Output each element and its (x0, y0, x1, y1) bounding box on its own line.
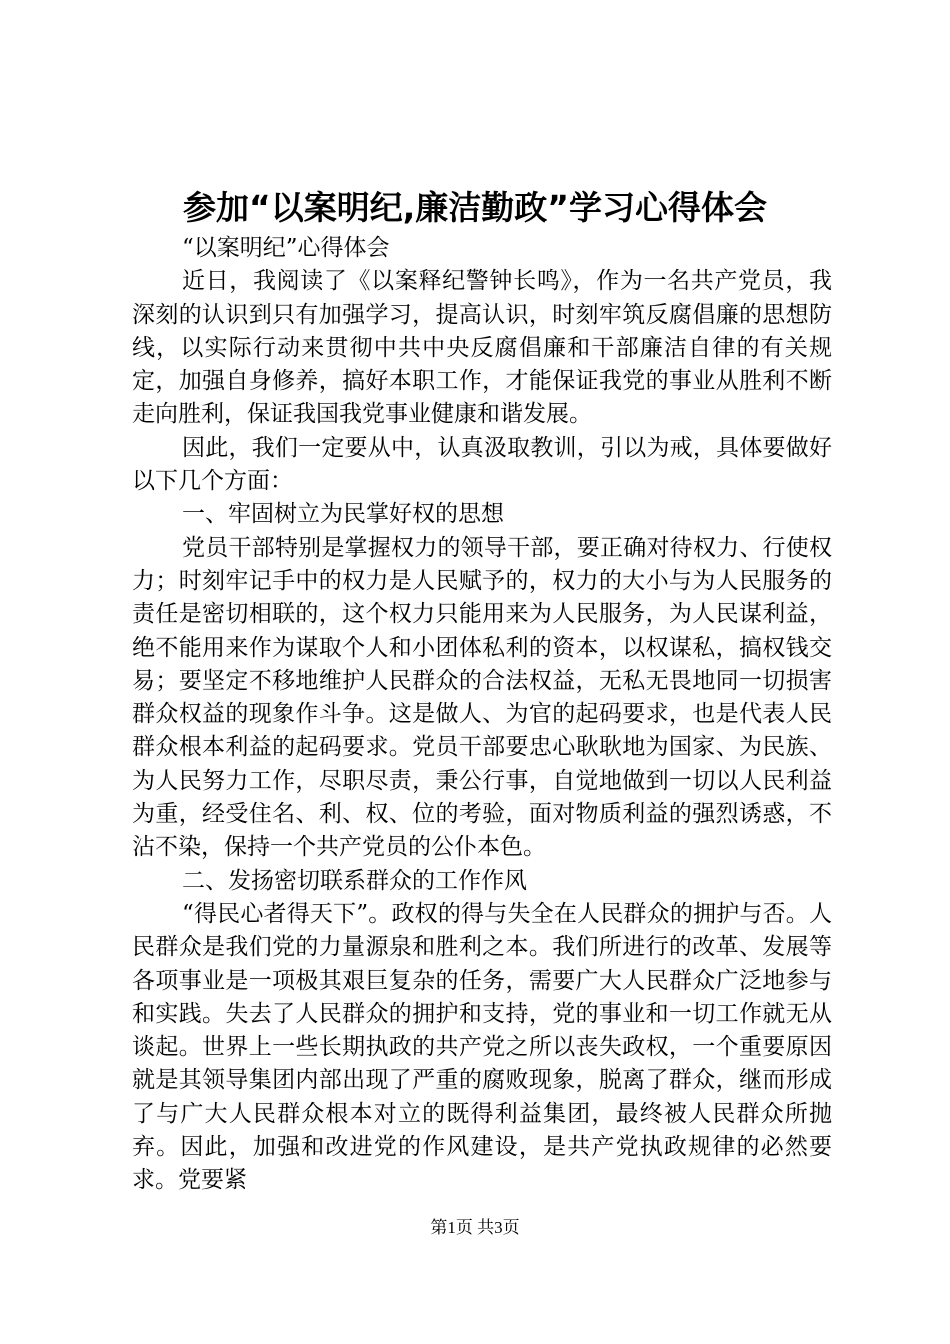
paragraph-intro: 近日，我阅读了《以案释纪警钟长鸣》，作为一名共产党员，我深刻的认识到只有加强学习，提高认识，时刻牢筑反腐倡廉的思想防线，以实际行动来贯彻中共中央反腐倡廉和干部廉洁自律的有关规定，加强自身修养，搞好本职工作，才能保证我党的事业从胜利不断走向胜利，保证我国我党事业健康和谐发展。 (132, 268, 832, 428)
paragraph-transition: 因此，我们一定要从中，认真汲取教训，引以为戒，具体要做好以下几个方面： (132, 434, 832, 495)
document-title: 参加“以案明纪,廉洁勤政”学习心得体会 (183, 188, 767, 227)
document-body (132, 232, 832, 1198)
paragraph-section-2: “得民心者得天下”。政权的得与失全在人民群众的拥护与否。人民群众是我们党的力量源泉和胜利之本。我们所进行的改革、发展等各项事业是一项极其艰巨复杂的任务，需要广大人民群众广泛地参与和实践。失去了人民群众的拥护和支持，党的事业和一切工作就无从谈起。世界上一些长期执政的共产党之所以丧失政权，一个重要原因就是其领导集团内部出现了严重的腐败现象，脱离了群众，继而形成了与广大人民群众根本对立的既得利益集团，最终被人民群众所抛弃。因此，加强和改进党的作风建设，是共产党执政规律的必然要求。党要紧 (132, 900, 832, 1194)
paragraph-section-1: 党员干部特别是掌握权力的领导干部，要正确对待权力、行使权力；时刻牢记手中的权力是人民赋予的，权力的大小与为人民服务的责任是密切相联的，这个权力只能用来为人民服务，为人民谋利益，绝不能用来作为谋取个人和小团体私利的资本，以权谋私，搞权钱交易；要坚定不移地维护人民群众的合法权益，无私无畏地同一切损害群众权益的现象作斗争。这是做人、为官的起码要求，也是代表人民群众根本利益的起码要求。党员干部要忠心耿耿地为国家、为民族、为人民努力工作，尽职尽责，秉公行事，自觉地做到一切以人民利益为重，经受住名、利、权、位的考验，面对物质利益的强烈诱惑，不沾不染，保持一个共产党员的公仆本色。 (132, 534, 832, 861)
section-heading-2: 二、发扬密切联系群众的工作作风 (182, 867, 527, 894)
section-heading-1: 一、牢固树立为民掌好权的思想 (182, 501, 504, 528)
page-number-footer: 第1页 共3页 (430, 1218, 520, 1237)
paragraph-subtitle: “以案明纪”心得体会 (182, 235, 390, 261)
